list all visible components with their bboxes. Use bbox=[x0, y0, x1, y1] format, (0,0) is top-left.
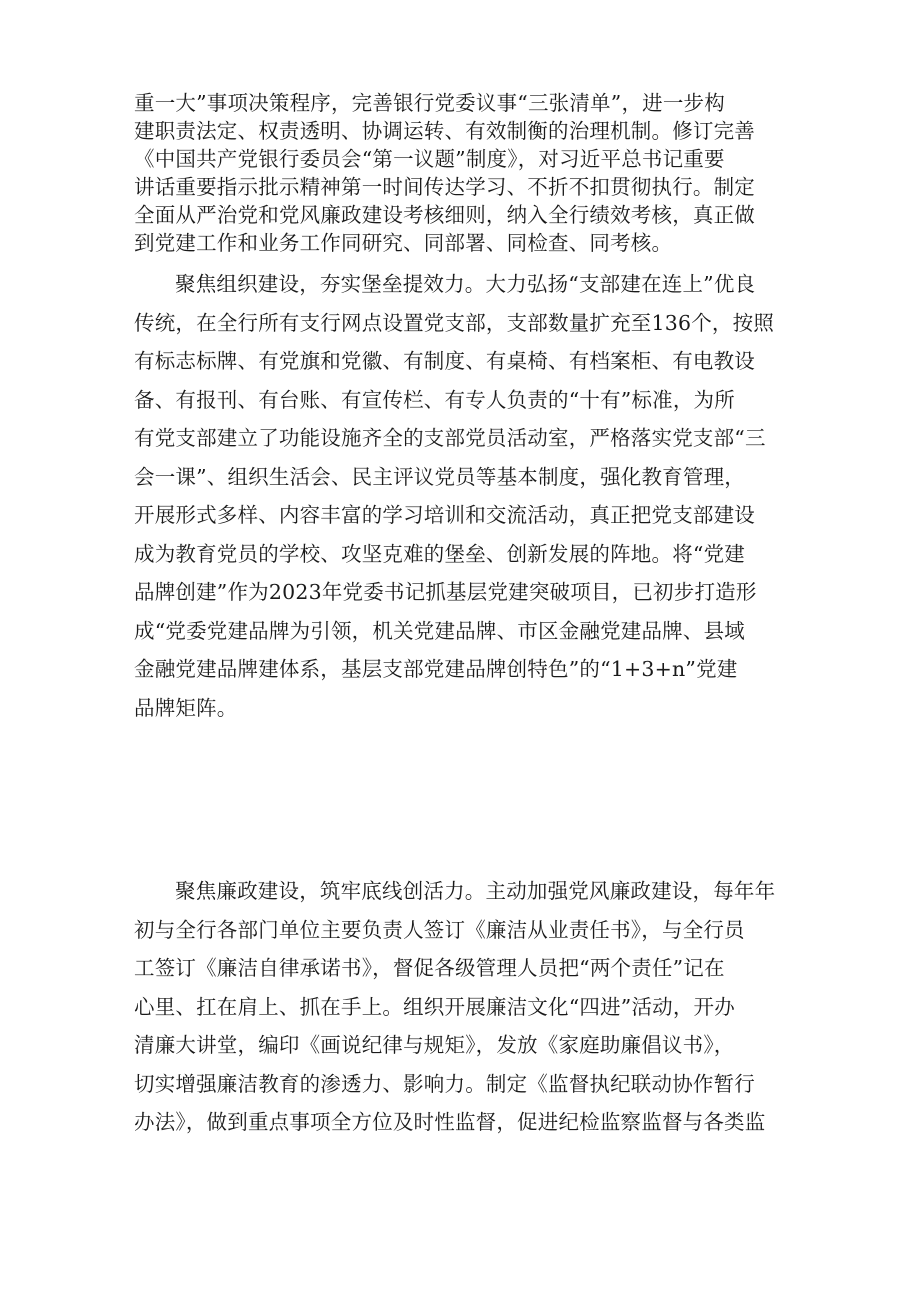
text-line: 开展形式多样、内容丰富的学习培训和交流活动，真正把党支部建设 bbox=[134, 503, 755, 527]
text-line: 品牌创建”作为2023年党委书记抓基层党建突破项目，已初步打造形 bbox=[134, 580, 757, 604]
text-line: 工签订《廉洁自律承诺书》，督促各级管理人员把“两个责任”记在 bbox=[134, 956, 725, 980]
text-line: 聚焦组织建设，夯实堡垒提效力。大力弘扬“支部建在连上”优良 bbox=[175, 272, 756, 296]
text-line: 传统，在全行所有支行网点设置党支部，支部数量扩充至136个，按照 bbox=[134, 310, 775, 335]
text-line: 有标志标牌、有党旗和党徽、有制度、有桌椅、有档案柜、有电教设 bbox=[134, 349, 755, 373]
text-line: 备、有报刊、有台账、有宣传栏、有专人负责的“十有”标准，为所 bbox=[134, 387, 735, 412]
text-line: 切实增强廉洁教育的渗透力、影响力。制定《监督执纪联动协作暂行 bbox=[134, 1071, 755, 1096]
text-line: 办法》，做到重点事项全方位及时性监督，促进纪检监察监督与各类监 bbox=[134, 1110, 766, 1134]
text-line: 心里、扛在肩上、抓在手上。组织开展廉洁文化“四进”活动，开办 bbox=[134, 994, 735, 1019]
text-line: 初与全行各部门单位主要负责人签订《廉洁从业责任书》，与全行员 bbox=[134, 917, 745, 942]
text-line: 金融党建品牌建体系，基层支部党建品牌创特色”的“1+3+n”党建 bbox=[134, 657, 738, 681]
text-line: 聚焦廉政建设，筑牢底线创活力。主动加强党风廉政建设，每年年 bbox=[175, 879, 776, 903]
text-line: 成“党委党建品牌为引领，机关党建品牌、市区金融党建品牌、县域 bbox=[134, 618, 745, 643]
text-line: 清廉大讲堂，编印《画说纪律与规矩》，发放《家庭助廉倡议书》， bbox=[134, 1033, 735, 1057]
text-line: 讲话重要指示批示精神第一时间传达学习、不折不扣贯彻执行。制定 bbox=[134, 175, 755, 199]
text-line: 《中国共产党银行委员会“第一议题”制度》，对习近平总书记重要 bbox=[134, 147, 725, 171]
text-line: 成为教育党员的学校、攻坚克难的堡垒、创新发展的阵地。将“党建 bbox=[134, 541, 745, 566]
text-line: 重一大”事项决策程序，完善银行党委议事“三张清单”，进一步构 bbox=[134, 91, 725, 115]
paragraph-integrity-building bbox=[134, 872, 794, 1142]
text-line: 有党支部建立了功能设施齐全的支部党员活动室，严格落实党支部“三 bbox=[134, 426, 766, 450]
text-line: 会一课”、组织生活会、民主评议党员等基本制度，强化教育管理， bbox=[134, 464, 745, 489]
text-line: 全面从严治党和党风廉政建设考核细则，纳入全行绩效考核，真正做 bbox=[134, 203, 755, 227]
paragraph-organization-building bbox=[134, 265, 794, 727]
text-line: 品牌矩阵。 bbox=[134, 695, 238, 720]
text-line: 建职责法定、权责透明、协调运转、有效制衡的治理机制。修订完善 bbox=[134, 119, 755, 143]
text-line: 到党建工作和业务工作同研究、同部署、同检查、同考核。 bbox=[134, 231, 673, 255]
paragraph-decision-procedure bbox=[134, 89, 794, 257]
